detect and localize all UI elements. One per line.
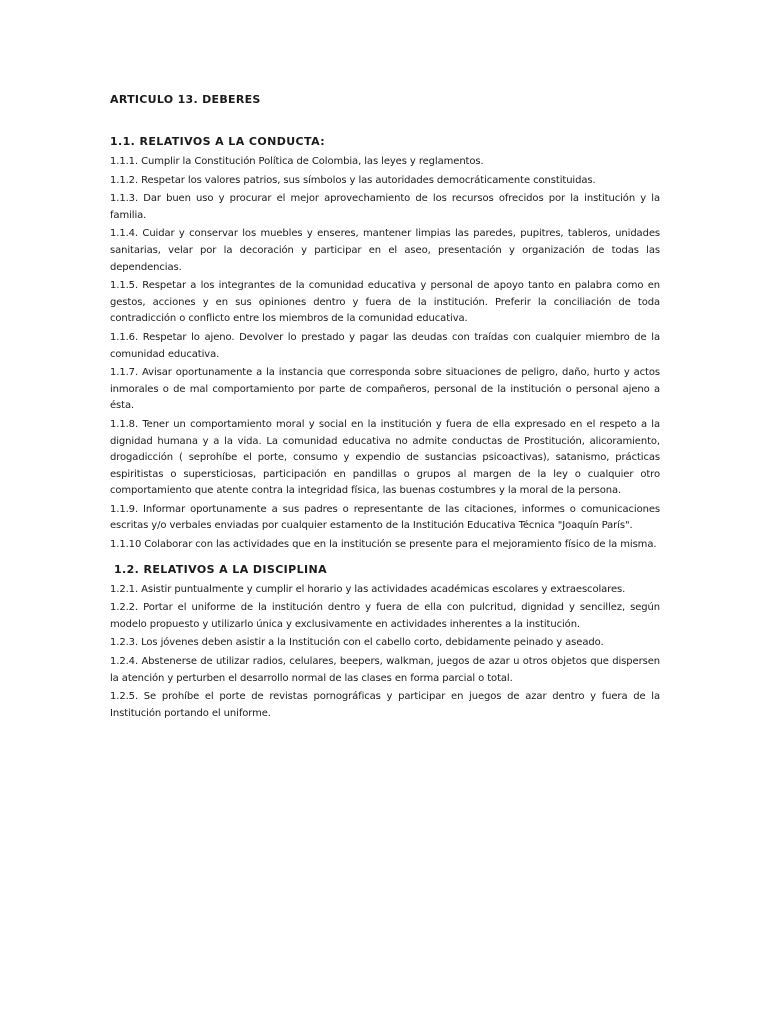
item-1-2-4: 1.2.4. Abstenerse de utilizar radios, celulares, beepers, walkman, juegos de azar u otros objetos que dispersen la atención y perturben el desarrollo normal de las clases en forma parcial o total. — [110, 656, 660, 684]
item-1-1-1: 1.1.1. Cumplir la Constitución Política de Colombia, las leyes y reglamentos. — [110, 156, 484, 167]
item-1-2-5: 1.2.5. Se prohíbe el porte de revistas pornográficas y participar en juegos de azar dentro y fuera de la Institución portando el uniforme. — [110, 691, 660, 719]
section-conducta — [110, 134, 660, 554]
item-1-1-3: 1.1.3. Dar buen uso y procurar el mejor aprovechamiento de los recursos ofrecidos por la institución y la familia. — [110, 193, 660, 221]
item-1-1-4: 1.1.4. Cuidar y conservar los muebles y enseres, mantener limpias las paredes, pupitres, tableros, unidades sanitarias, velar por la decoración y participar en el aseo, presentación y organización de todas las dependencias. — [110, 228, 660, 273]
section-disciplina — [110, 562, 660, 723]
document-page — [110, 92, 660, 724]
item-1-1-7: 1.1.7. Avisar oportunamente a la instancia que corresponda sobre situaciones de peligro, daño, hurto y actos inmorales o de mal comportamiento por parte de compañeros, personal de la institución o personal ajeno a ésta. — [110, 367, 660, 412]
article-title: ARTICULO 13. DEBERES — [110, 93, 261, 106]
item-1-1-5: 1.1.5. Respetar a los integrantes de la comunidad educativa y personal de apoyo tanto en palabra como en gestos, acciones y en sus opiniones dentro y fuera de la institución. Preferir la conciliación de toda contradicción o conflicto entre los miembros de la comunidad educativa. — [110, 280, 660, 325]
section-heading-conducta: 1.1. RELATIVOS A LA CONDUCTA: — [110, 135, 325, 148]
item-1-1-6: 1.1.6. Respetar lo ajeno. Devolver lo prestado y pagar las deudas con traídas con cualquier miembro de la comunidad educativa. — [110, 331, 660, 360]
item-1-2-3: 1.2.3. Los jóvenes deben asistir a la Institución con el cabello corto, debidamente peinado y aseado. — [110, 637, 604, 649]
item-1-1-9: 1.1.9. Informar oportunamente a sus padres o representante de las citaciones, informes o comunicaciones escritas y/o verbales enviadas por cualquier estamento de la Institución Educativa Técnica "Joaquín París". — [110, 503, 660, 532]
section-heading-disciplina: 1.2. RELATIVOS A LA DISCIPLINA — [114, 562, 328, 576]
item-1-2-1: 1.2.1. Asistir puntualmente y cumplir el horario y las actividades académicas escolares y extraescolares. — [110, 583, 626, 595]
item-1-1-10: 1.1.10 Colaborar con las actividades que en la institución se presente para el mejoramiento físico de la misma. — [110, 539, 657, 551]
item-1-1-2: 1.1.2. Respetar los valores patrios, sus símbolos y las autoridades democráticamente constituidas. — [110, 174, 596, 186]
item-1-1-8: 1.1.8. Tener un comportamiento moral y social en la institución y fuera de ella expresado en el respeto a la dignidad humana y a la vida. La comunidad educativa no admite conductas de Prostitución, alicoramiento, drogadicción ( seprohíbe el porte, consumo y expendio de sustancias psicoactivas), satanismo, prácticas espiritistas o supersticiosas, participación en pandillas o grupos al margen de la ley o cualquier otro comportamiento que atente contra la integridad física, las buenas costumbres y la moral de la persona. — [110, 418, 660, 497]
item-1-2-2: 1.2.2. Portar el uniforme de la institución dentro y fuera de ella con pulcritud, dignidad y sencillez, según modelo propuesto y utilizarlo única y exclusivamente en actividades inherentes a la institución. — [110, 602, 660, 630]
